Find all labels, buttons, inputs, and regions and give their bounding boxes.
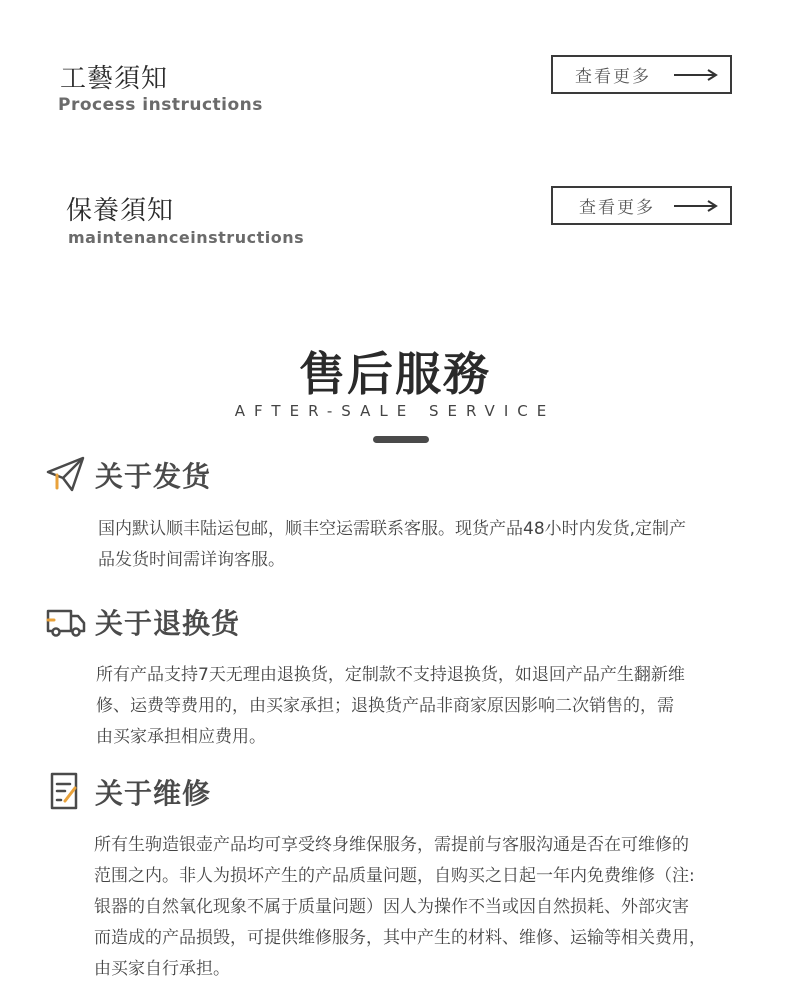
repair-title: 关于维修 <box>95 777 212 810</box>
repair-heading <box>45 771 211 813</box>
document-edit-icon <box>45 771 87 813</box>
maintenance-notice-title: 保養須知 <box>66 196 175 226</box>
paper-plane-icon <box>45 454 87 496</box>
returns-heading <box>45 601 240 643</box>
process-notice-title: 工藝須知 <box>60 64 169 94</box>
repair-line: 由买家自行承担。 <box>94 959 230 979</box>
maintenance-more-button[interactable] <box>551 186 732 225</box>
after-sale-title: 售后服務 <box>299 347 491 401</box>
shipping-heading <box>45 454 211 496</box>
shipping-line: 国内默认顺丰陆运包邮，顺丰空运需联系客服。现货产品48小时内发货,定制产 <box>98 519 687 539</box>
maintenance-notice-subtitle: maintenanceinstructions <box>68 228 305 247</box>
returns-title: 关于退换货 <box>95 607 241 640</box>
maintenance-more-label: 查看更多 <box>579 198 655 218</box>
shipping-line: 品发货时间需详询客服。 <box>98 550 285 570</box>
process-more-button[interactable] <box>551 55 732 94</box>
process-more-label: 查看更多 <box>575 67 651 87</box>
repair-line: 而造成的产品损毁，可提供维修服务，其中产生的材料、维修、运输等相关费用， <box>94 928 706 948</box>
repair-line: 银器的自然氧化现象不属于质量问题）因人为操作不当或因自然损耗、外部灾害 <box>94 897 689 917</box>
process-notice-subtitle: Process instructions <box>58 95 263 115</box>
shipping-title: 关于发货 <box>95 460 212 493</box>
arrow-right-icon <box>674 200 718 212</box>
repair-line: 范围之内。非人为损坏产生的产品质量问题，自购买之日起一年内免费维修（注: <box>94 866 695 886</box>
after-sale-subtitle: AFTER-SALE SERVICE <box>234 402 556 420</box>
arrow-right-icon <box>674 69 718 81</box>
returns-line: 由买家承担相应费用。 <box>96 727 266 747</box>
returns-body <box>96 660 736 753</box>
truck-icon <box>45 601 87 643</box>
section-divider <box>373 436 429 443</box>
shipping-body <box>98 514 738 576</box>
repair-line: 所有生驹造银壶产品均可享受终身维保服务，需提前与客服沟通是否在可维修的 <box>94 835 689 855</box>
returns-line: 所有产品支持7天无理由退换货，定制款不支持退换货，如退回产品产生翻新维 <box>96 665 685 685</box>
returns-line: 修、运费等费用的，由买家承担；退换货产品非商家原因影响二次销售的，需 <box>96 696 674 716</box>
repair-body <box>94 830 754 985</box>
